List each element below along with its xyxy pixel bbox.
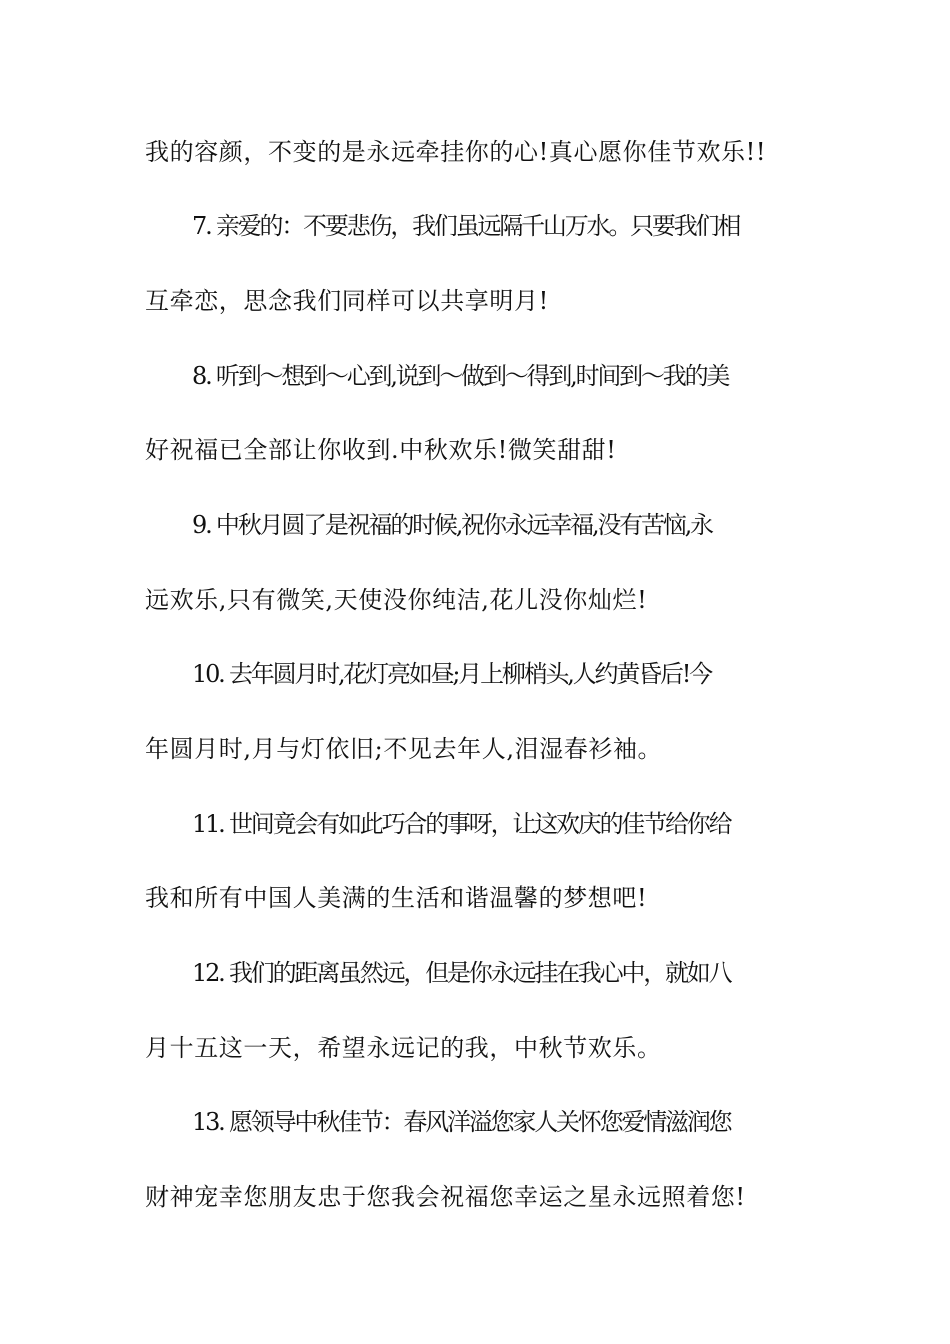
item-10-line-1: 10. 去年圆月时,花灯亮如昼;月上柳梢头,人约黄昏后!今	[192, 660, 711, 688]
item-9-line-2: 远欢乐,只有微笑,天使没你纯洁,花儿没你灿烂!	[145, 586, 648, 614]
item-8-line-2: 好祝福已全部让你收到.中秋欢乐!微笑甜甜!	[145, 436, 617, 464]
item-7-line-1: 7. 亲爱的：不要悲伤，我们虽远隔千山万水。只要我们相	[192, 212, 740, 240]
item-11-line-2: 我和所有中国人美满的生活和谐温馨的梦想吧!	[145, 884, 648, 912]
item-13-line-2: 财神宠幸您朋友忠于您我会祝福您幸运之星永远照着您!	[145, 1183, 746, 1211]
text-line-1: 我的容颜，不变的是永远牵挂你的心!真心愿你佳节欢乐!!	[145, 138, 767, 166]
item-12-line-2: 月十五这一天，希望永远记的我，中秋节欢乐。	[145, 1034, 662, 1062]
item-10-line-2: 年圆月时,月与灯依旧;不见去年人,泪湿春衫袖。	[145, 735, 663, 763]
item-13-line-1: 13. 愿领导中秋佳节：春风洋溢您家人关怀您爱情滋润您	[192, 1108, 731, 1136]
item-11-line-1: 11. 世间竟会有如此巧合的事呀，让这欢庆的佳节给你给	[192, 810, 731, 838]
item-8-line-1: 8. 听到～想到～心到,说到～做到～得到,时间到～我的美	[192, 362, 729, 390]
item-12-line-1: 12. 我们的距离虽然远，但是你永远挂在我心中，就如八	[192, 959, 731, 987]
item-9-line-1: 9. 中秋月圆了是祝福的时候,祝你永远幸福,没有苦恼,永	[192, 511, 712, 539]
item-7-line-2: 互牵恋，思念我们同样可以共享明月!	[145, 287, 549, 315]
